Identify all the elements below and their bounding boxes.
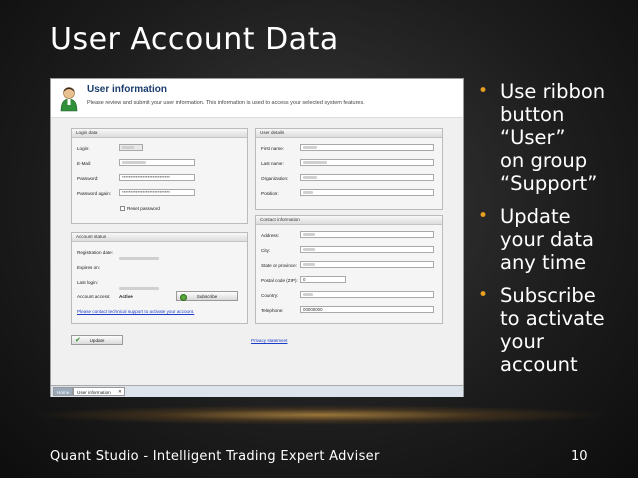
email-label: E-Mail: — [77, 161, 92, 166]
bullet-dot-icon: • — [478, 81, 489, 101]
telephone-label: Telephone: — [261, 308, 284, 313]
account-access-value: Active — [119, 294, 133, 299]
login-label: Login: — [77, 146, 90, 151]
checkmark-icon: ✔ — [75, 337, 81, 344]
bullet-text: Update your data any time — [500, 205, 594, 274]
email-field[interactable] — [119, 159, 195, 166]
password-field[interactable]: **************************** — [119, 174, 195, 181]
password-label: Password: — [77, 176, 99, 181]
tab-close-icon[interactable]: ✕ — [118, 389, 122, 394]
user-avatar-icon — [59, 86, 79, 112]
page-number: 10 — [571, 449, 588, 464]
support-link[interactable]: Please contact technical support to activate your account. — [77, 309, 195, 314]
bullet-item — [478, 80, 628, 195]
reset-password-checkbox[interactable] — [120, 206, 125, 211]
tab-home[interactable]: Home — [53, 387, 73, 396]
bullet-list — [478, 80, 628, 386]
organization-field[interactable] — [300, 174, 434, 181]
header-subtitle: Please review and submit your user information. This information is used to access your selected system features. — [87, 100, 365, 106]
address-label: Address: — [261, 233, 280, 238]
account-status-title: Account status — [72, 233, 247, 242]
subscribe-button[interactable] — [176, 291, 238, 301]
password-again-field[interactable]: **************************** — [119, 189, 195, 196]
bullet-item — [478, 284, 628, 376]
registration-date-value — [119, 250, 159, 268]
expires-on-label: Expires on: — [77, 265, 100, 270]
city-label: City: — [261, 248, 271, 253]
update-label: Update — [89, 338, 105, 343]
window-header — [51, 79, 463, 118]
country-label: Country: — [261, 293, 279, 298]
registration-date-label: Registration date: — [77, 250, 114, 255]
password-again-label: Password again: — [77, 191, 111, 196]
login-field[interactable] — [119, 144, 143, 151]
slide-footer: Quant Studio - Intelligent Trading Expert Adviser — [50, 449, 380, 464]
first-name-label: First name: — [261, 146, 284, 151]
last-login-label: Last login: — [77, 280, 98, 285]
organization-label: Organization: — [261, 176, 289, 181]
last-name-label: Last name: — [261, 161, 284, 166]
subscribe-label: Subscribe — [196, 294, 218, 299]
decorative-glow — [30, 405, 610, 425]
tab-user-information-label: User information — [77, 390, 111, 395]
bullet-item — [478, 205, 628, 274]
user-details-group — [255, 128, 443, 210]
postal-code-field[interactable]: 0 — [300, 276, 346, 283]
privacy-statement-link[interactable]: Privacy statement — [251, 338, 288, 343]
login-data-title: Login data — [72, 129, 247, 138]
header-title: User information — [87, 84, 168, 95]
country-field[interactable] — [300, 291, 434, 298]
contact-information-title: Contact information — [256, 216, 442, 225]
bullet-dot-icon: • — [478, 285, 489, 305]
state-field[interactable] — [300, 261, 434, 268]
telephone-field[interactable]: 00000000 — [300, 306, 434, 313]
user-information-window — [50, 78, 464, 397]
city-field[interactable] — [300, 246, 434, 253]
reset-password-label: Reset password — [127, 206, 160, 211]
bullet-text: Use ribbon button “User” on group “Support” — [500, 80, 606, 195]
state-label: State or province: — [261, 263, 298, 268]
position-label: Position: — [261, 191, 279, 196]
subscribe-icon — [180, 294, 187, 301]
postal-code-label: Postal code (ZIP): — [261, 278, 298, 283]
document-tab-bar — [51, 385, 463, 397]
address-field[interactable] — [300, 231, 434, 238]
first-name-field[interactable] — [300, 144, 434, 151]
position-field[interactable] — [300, 189, 434, 196]
bullet-dot-icon: • — [478, 206, 489, 226]
bullet-text: Subscribe to activate your account — [500, 284, 605, 376]
slide-title: User Account Data — [50, 22, 339, 57]
user-details-title: User details — [256, 129, 442, 138]
last-name-field[interactable] — [300, 159, 434, 166]
account-access-label: Account access: — [77, 294, 111, 299]
update-button[interactable] — [71, 335, 123, 345]
